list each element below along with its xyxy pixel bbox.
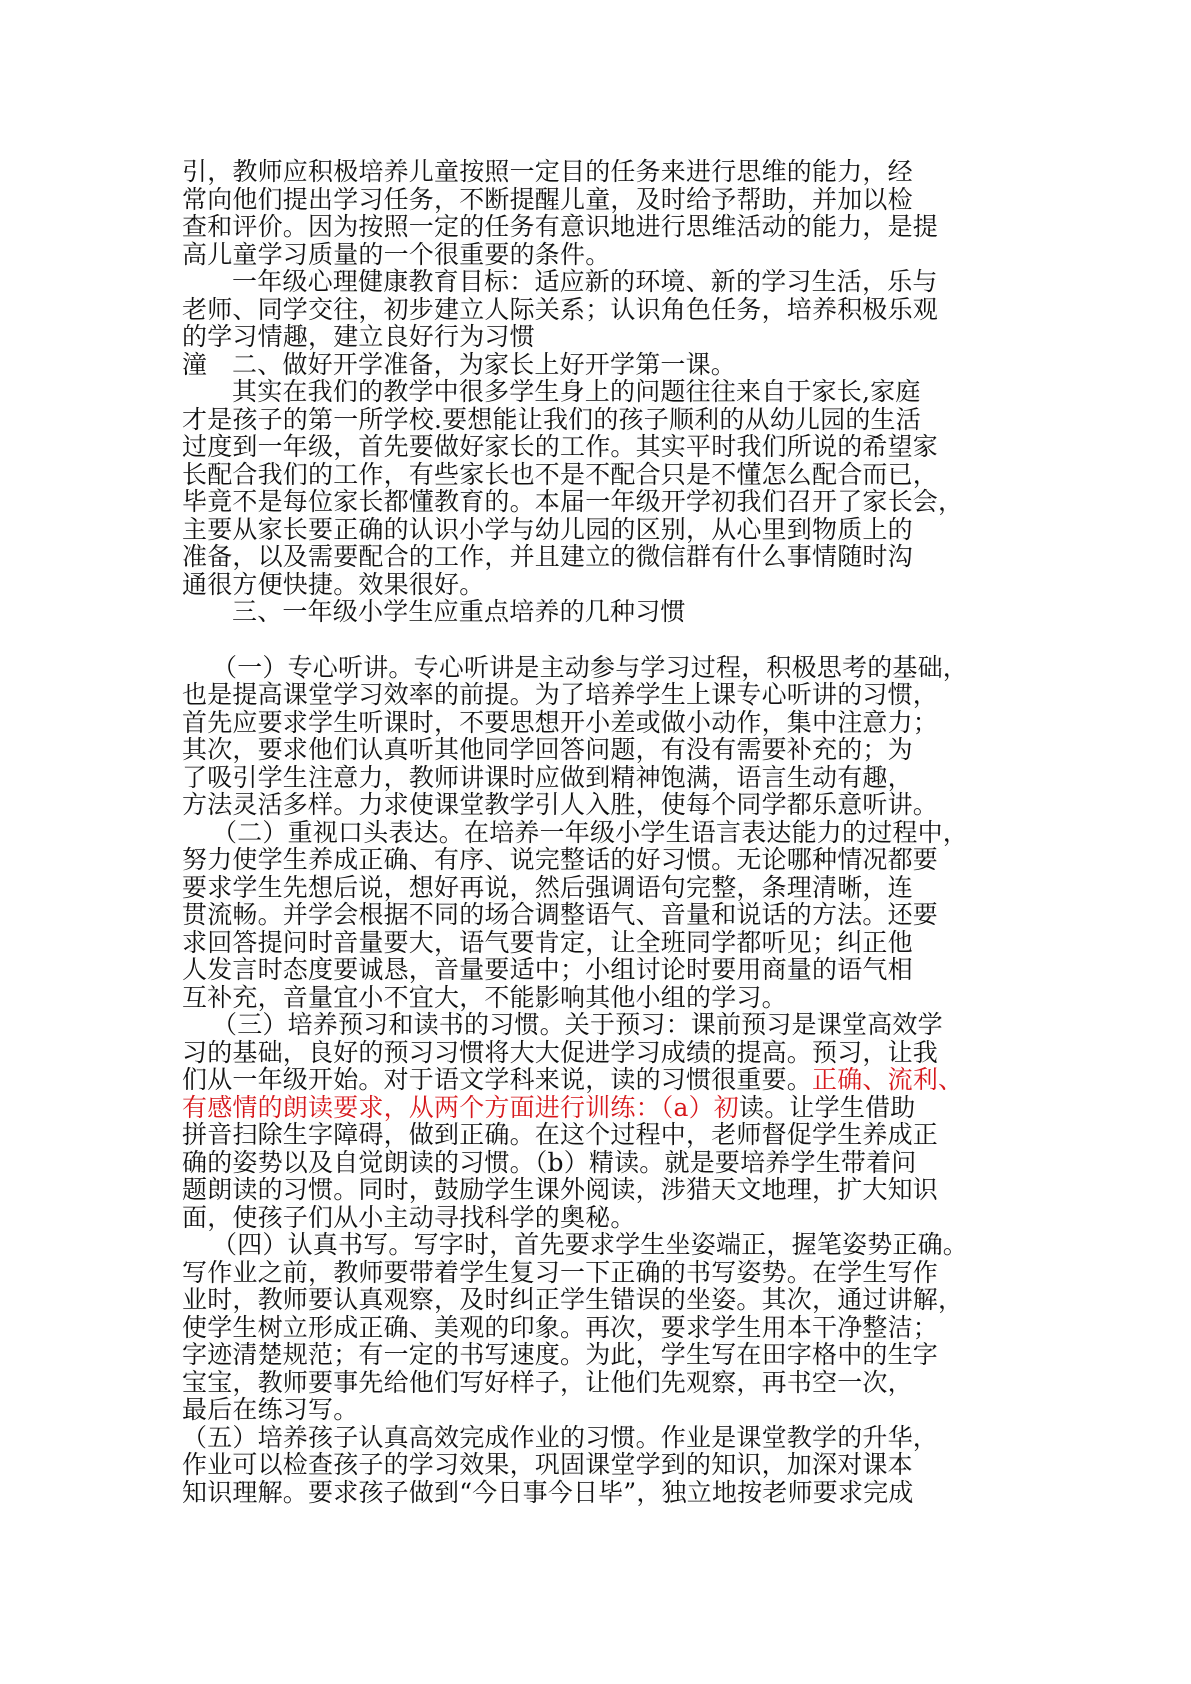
text-line: 方法灵活多样。力求使课堂教学引人入胜，使每个同学都乐意听讲。 <box>182 790 939 819</box>
text-line: 准备，以及需要配合的工作，并且建立的微信群有什么事情随时沟 <box>182 542 913 571</box>
text-line: 才是孩子的第一所学校.要想能让我们的孩子顺利的从幼儿园的生活 <box>182 404 921 434</box>
text-line: 人发言时态度要诚恳，音量要适中；小组讨论时要用商量的语气相 <box>182 955 913 984</box>
text-line: 作业可以检查孩子的学习效果，巩固课堂学到的知识，加深对课本 <box>182 1450 913 1479</box>
text-line: 常向他们提出学习任务，不断提醒儿童，及时给予帮助，并加以检 <box>182 184 913 214</box>
text-line: 也是提高课堂学习效率的前提。为了培养学生上课专心听讲的习惯， <box>182 680 939 709</box>
text-line: 长配合我们的工作，有些家长也不是不配合只是不懂怎么配合而已， <box>182 459 939 489</box>
section-heading: 潼 二、做好开学准备，为家长上好开学第一课。 <box>182 349 737 379</box>
text-line: 一年级心理健康教育目标：适应新的环境、新的学习生活，乐与 <box>232 267 938 296</box>
highlighted-text: 有感情的朗读要求，从两个方面进行训练：（a）初 <box>182 1092 740 1122</box>
text-line: 题朗读的习惯。同时，鼓励学生课外阅读，涉猎天文地理，扩大知识 <box>182 1175 939 1204</box>
text-line: 业时，教师要认真观察，及时纠正学生错误的坐姿。其次，通过讲解， <box>182 1285 964 1314</box>
text-line: 确的姿势以及自觉朗读的习惯。（b）精读。就是要培养学生带着问 <box>182 1147 917 1177</box>
stray-char: 潼 <box>182 349 208 379</box>
text-line: 主要从家长要正确的认识小学与幼儿园的区别，从心里到物质上的 <box>182 514 913 544</box>
text-line: 了吸引学生注意力，教师讲课时应做到精神饱满，语言生动有趣， <box>182 762 913 792</box>
text-line: 查和评价。因为按照一定的任务有意识地进行思维活动的能力，是提 <box>182 212 939 241</box>
text-line: 努力使学生养成正确、有序、说完整话的好习惯。无论哪种情况都要 <box>182 845 939 874</box>
text-line: （二）重视口头表达。在培养一年级小学生语言表达能力的过程中， <box>212 817 969 847</box>
text-line: （一）专心听讲。专心听讲是主动参与学习过程，积极思考的基础， <box>212 652 969 682</box>
section-heading: 三、一年级小学生应重点培养的几种习惯 <box>232 597 686 626</box>
text-line: 引，教师应积极培养儿童按照一定目的任务来进行思维的能力，经 <box>182 157 913 186</box>
text-line: 过度到一年级，首先要做好家长的工作。其实平时我们所说的希望家 <box>182 432 939 461</box>
text-line: 拼音扫除生字障碍，做到正确。在这个过程中，老师督促学生养成正 <box>182 1120 939 1149</box>
text-line: （四）认真书写。写字时，首先要求学生坐姿端正，握笔姿势正确。 <box>212 1230 969 1259</box>
text-line: 的学习情趣，建立良好行为习惯 <box>182 322 535 351</box>
text-line: 面，使孩子们从小主动寻找科学的奥秘。 <box>182 1202 636 1232</box>
text-line: 贯流畅。并学会根据不同的场合调整语气、音量和说话的方法。还要 <box>182 900 939 929</box>
text-line: 最后在练习写。 <box>182 1395 359 1424</box>
text-line: 使学生树立形成正确、美观的印象。再次，要求学生用本干净整洁； <box>182 1312 939 1342</box>
text-line: 字迹清楚规范；有一定的书写速度。为此，学生写在田字格中的生字 <box>182 1340 939 1369</box>
text-line: （五）培养孩子认真高效完成作业的习惯。作业是课堂教学的升华， <box>182 1422 939 1452</box>
text-line: 习的基础，良好的预习习惯将大大促进学习成绩的提高。预习，让我 <box>182 1037 939 1067</box>
text-line: 有感情的朗读要求，从两个方面进行训练：（a）初读。让学生借助 <box>182 1092 916 1122</box>
text-line: 们从一年级开始。对于语文学科来说，读的习惯很重要。正确、流利、 <box>182 1065 964 1094</box>
text-line: 求回答提问时音量要大，语气要肯定，让全班同学都听见；纠正他 <box>182 927 913 957</box>
text-line: 毕竟不是每位家长都懂教育的。本届一年级开学初我们召开了家长会， <box>182 487 964 516</box>
blank-line <box>182 626 1022 654</box>
text-line: 知识理解。要求孩子做到“今日事今日毕”，独立地按老师要求完成 <box>182 1477 914 1507</box>
document-page <box>182 158 1022 1506</box>
text-line: 其实在我们的教学中很多学生身上的问题往往来自于家长,家庭 <box>232 377 921 406</box>
text-line: 高儿童学习质量的一个很重要的条件。 <box>182 239 611 269</box>
text-line: 其次，要求他们认真听其他同学回答问题，有没有需要补充的；为 <box>182 735 913 764</box>
text-line: 互补充，音量宜小不宜大，不能影响其他小组的学习。 <box>182 982 787 1012</box>
text-line: 老师、同学交往，初步建立人际关系；认识角色任务，培养积极乐观 <box>182 294 939 324</box>
text-line: 写作业之前，教师要带着学生复习一下正确的书写姿势。在学生写作 <box>182 1257 939 1287</box>
text-line: 要求学生先想后说，想好再说，然后强调语句完整，条理清晰，连 <box>182 872 913 902</box>
text-line: 首先应要求学生听课时，不要思想开小差或做小动作，集中注意力； <box>182 707 939 737</box>
highlighted-text: 正确、流利、 <box>812 1065 964 1094</box>
text-line: 宝宝，教师要事先给他们写好样子，让他们先观察，再书空一次， <box>182 1367 913 1397</box>
text-line: 通很方便快捷。效果很好。 <box>182 569 485 599</box>
text-line: （三）培养预习和读书的习惯。关于预习：课前预习是课堂高效学 <box>212 1010 943 1039</box>
